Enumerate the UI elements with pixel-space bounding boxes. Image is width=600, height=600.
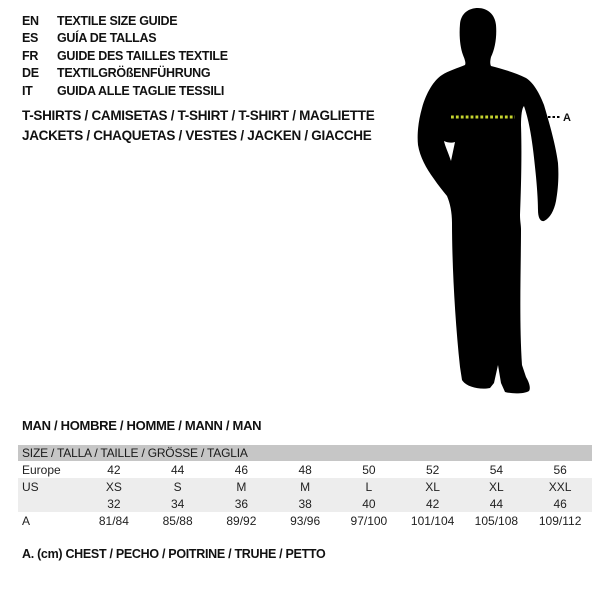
table-cell: 109/112 — [538, 514, 582, 528]
table-cell: XXL — [548, 479, 572, 494]
language-label: GUIDE DES TAILLES TEXTILE — [57, 48, 228, 63]
man-silhouette-svg — [410, 5, 580, 400]
table-row — [18, 461, 592, 478]
table-cell: 93/96 — [290, 514, 321, 528]
language-label: TEXTILE SIZE GUIDE — [57, 13, 178, 28]
table-cell: 46 — [553, 496, 567, 511]
table-cell: 56 — [553, 462, 567, 477]
language-label: TEXTILGRÖßENFÜHRUNG — [57, 66, 211, 81]
language-row — [22, 82, 228, 100]
language-row — [22, 12, 228, 30]
table-cell: 36 — [234, 496, 249, 511]
table-cell: 50 — [362, 462, 376, 477]
language-code: FR — [22, 48, 39, 63]
language-row — [22, 65, 228, 83]
category-line: JACKETS / CHAQUETAS / VESTES / JACKEN / GIACCHE — [22, 128, 372, 143]
table-cell: 38 — [298, 496, 312, 511]
table-cell: M — [236, 479, 247, 494]
table-cell: 52 — [425, 462, 440, 477]
category-list — [22, 106, 374, 146]
measurement-footnote: A. (cm) CHEST / PECHO / POITRINE / TRUHE / PETTO — [22, 547, 326, 561]
man-figure — [410, 5, 580, 400]
table-row — [18, 512, 592, 530]
table-cell: XS — [105, 479, 122, 494]
language-code: DE — [22, 66, 39, 81]
table-row-label: US — [22, 479, 39, 494]
table-cell: 44 — [489, 496, 504, 511]
language-label: GUIDA ALLE TAGLIE TESSILI — [57, 83, 225, 98]
table-cell: XL — [425, 479, 440, 494]
table-cell: L — [365, 479, 373, 494]
table-cell: 105/108 — [474, 514, 519, 528]
category-line: T-SHIRTS / CAMISETAS / T-SHIRT / T-SHIRT / MAGLIETTE — [22, 108, 375, 123]
table-cell: 40 — [362, 496, 376, 511]
man-silhouette — [418, 8, 559, 393]
table-cell: XL — [489, 479, 504, 494]
table-row — [18, 495, 592, 512]
table-row-label: Europe — [22, 462, 61, 477]
language-label: GUÍA DE TALLAS — [57, 31, 157, 46]
language-code: ES — [22, 31, 39, 46]
table-cell: 89/92 — [226, 514, 257, 528]
table-cell: 44 — [170, 462, 185, 477]
table-cell: 97/100 — [350, 514, 388, 528]
measure-label: A — [563, 112, 571, 124]
language-code: IT — [22, 83, 33, 98]
language-row — [22, 47, 228, 65]
table-cell: 48 — [298, 462, 312, 477]
table-cell: M — [300, 479, 311, 494]
table-cell: 46 — [234, 462, 249, 477]
table-cell: 85/88 — [162, 514, 193, 528]
size-table — [18, 445, 592, 530]
table-cell: 42 — [107, 462, 121, 477]
table-cell: 42 — [425, 496, 440, 511]
language-row — [22, 30, 228, 48]
section-title: MAN / HOMBRE / HOMME / MANN / MAN — [22, 418, 262, 433]
table-cell: 101/104 — [410, 514, 455, 528]
table-cell: 54 — [489, 462, 504, 477]
table-row-label: A — [22, 514, 31, 528]
size-table-body — [18, 461, 592, 530]
language-list — [22, 12, 228, 100]
table-cell: 32 — [107, 496, 121, 511]
size-table-header: SIZE / TALLA / TAILLE / GRÖSSE / TAGLIA — [18, 445, 592, 461]
language-code: EN — [22, 13, 39, 28]
table-cell: S — [173, 479, 182, 494]
table-cell: 34 — [170, 496, 185, 511]
table-row — [18, 478, 592, 495]
table-cell: 81/84 — [98, 514, 129, 528]
